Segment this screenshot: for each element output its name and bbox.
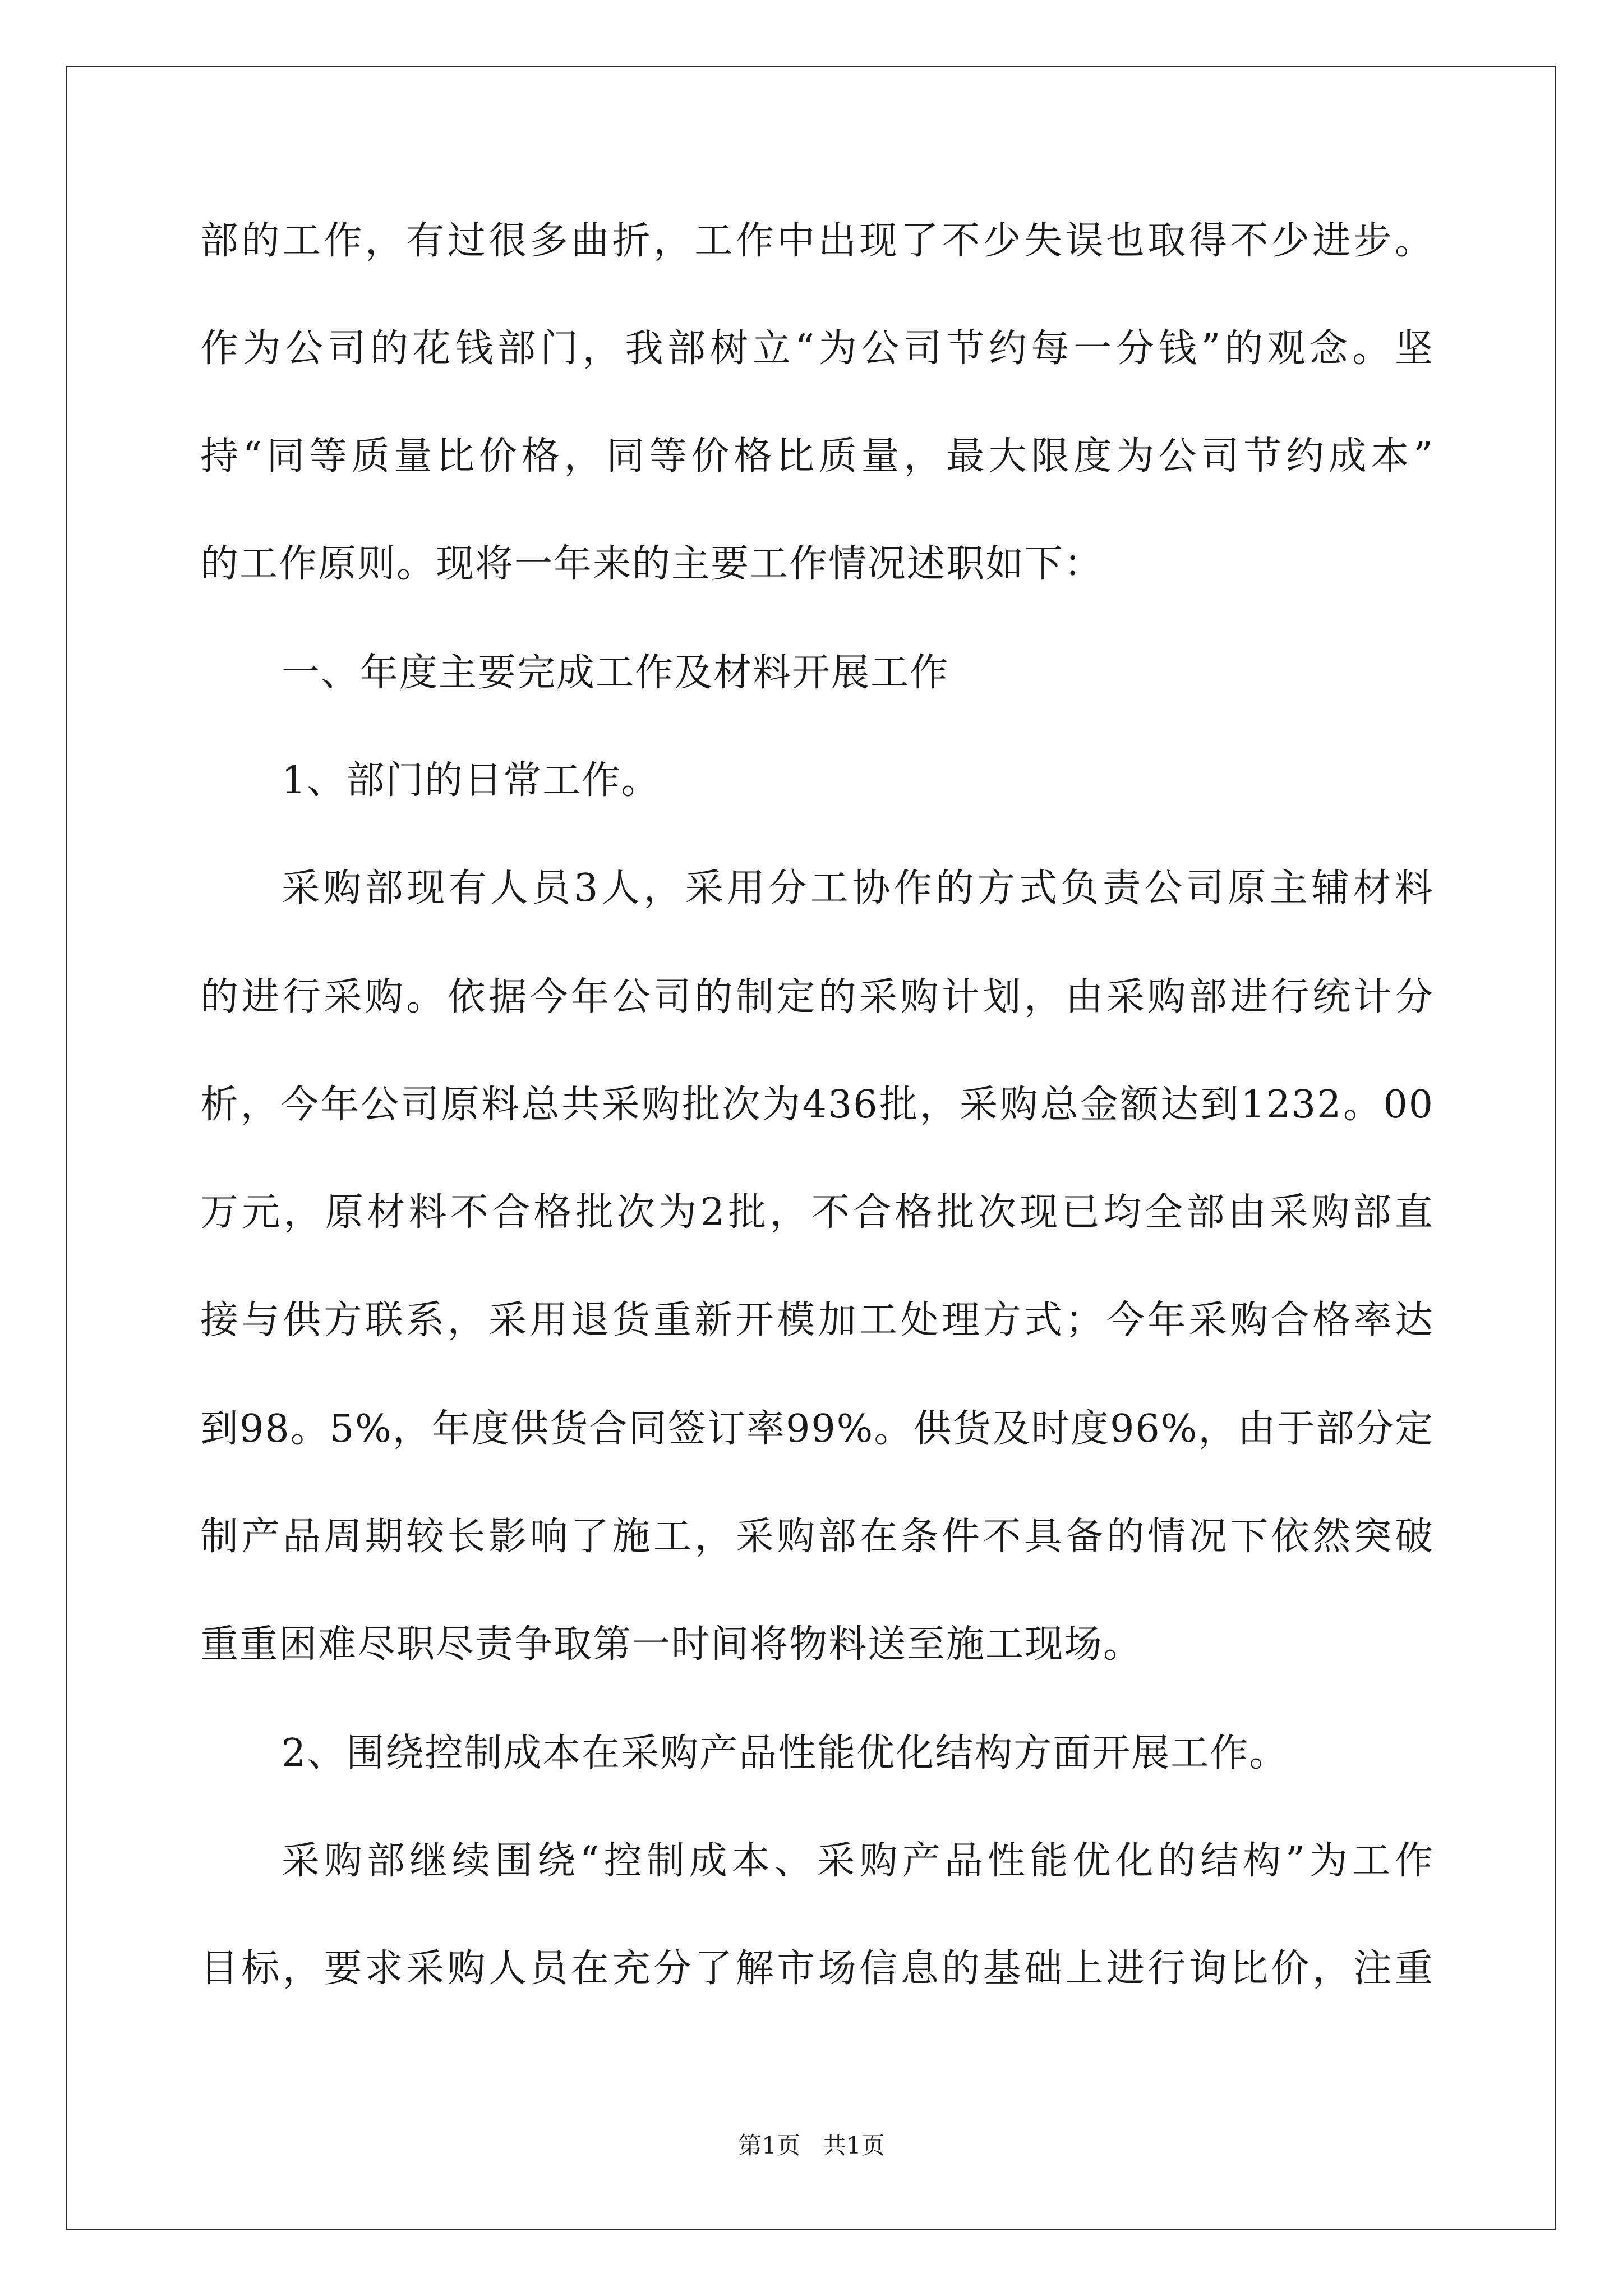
body-text-line: 的工作原则。现将一年来的主要工作情况述职如下： xyxy=(200,542,1104,586)
body-text-line: 采购部继续围绕“控制成本、采购产品性能优化的结构”为工作 xyxy=(282,1839,1434,1883)
body-text-line: 重重困难尽职尽责争取第一时间将物料送至施工现场。 xyxy=(200,1622,1143,1667)
body-text-line: 制产品周期较长影响了施工，采购部在条件不具备的情况下依然突破 xyxy=(200,1515,1434,1559)
page-number: 第1页 xyxy=(738,2132,800,2159)
body-text-line: 的进行采购。依据今年公司的制定的采购计划，由采购部进行统计分 xyxy=(200,975,1434,1019)
body-text-line: 部的工作，有过很多曲折，工作中出现了不少失误也取得不少进步。 xyxy=(200,219,1434,263)
body-text-line: 万元，原材料不合格批次为2批，不合格批次现已均全部由采购部直 xyxy=(200,1190,1434,1235)
subsection-heading: 1、部门的日常工作。 xyxy=(282,758,661,803)
subsection-heading: 2、围绕控制成本在采购产品性能优化结构方面开展工作。 xyxy=(282,1731,1289,1775)
page-footer xyxy=(0,2132,1623,2160)
body-text-line: 接与供方联系，采用退货重新开模加工处理方式；今年采购合格率达 xyxy=(200,1298,1434,1342)
body-text-line: 目标，要求采购人员在充分了解市场信息的基础上进行询比价，注重 xyxy=(200,1947,1434,1991)
section-heading: 一、年度主要完成工作及材料开展工作 xyxy=(282,651,949,695)
body-text-line: 析，今年公司原料总共采购批次为436批，采购总金额达到1232。00 xyxy=(200,1083,1434,1127)
body-text-line: 作为公司的花钱部门，我部树立“为公司节约每一分钱”的观念。坚 xyxy=(200,326,1434,371)
body-text-line: 采购部现有人员3人，采用分工协作的方式负责公司原主辅材料 xyxy=(282,866,1434,910)
page-border xyxy=(66,66,1556,2230)
page-total: 共1页 xyxy=(823,2132,885,2159)
body-text-line: 持“同等质量比价格，同等价格比质量，最大限度为公司节约成本” xyxy=(200,434,1434,478)
body-text-line: 到98。5%，年度供货合同签订率99%。供货及时度96%，由于部分定 xyxy=(200,1407,1434,1451)
